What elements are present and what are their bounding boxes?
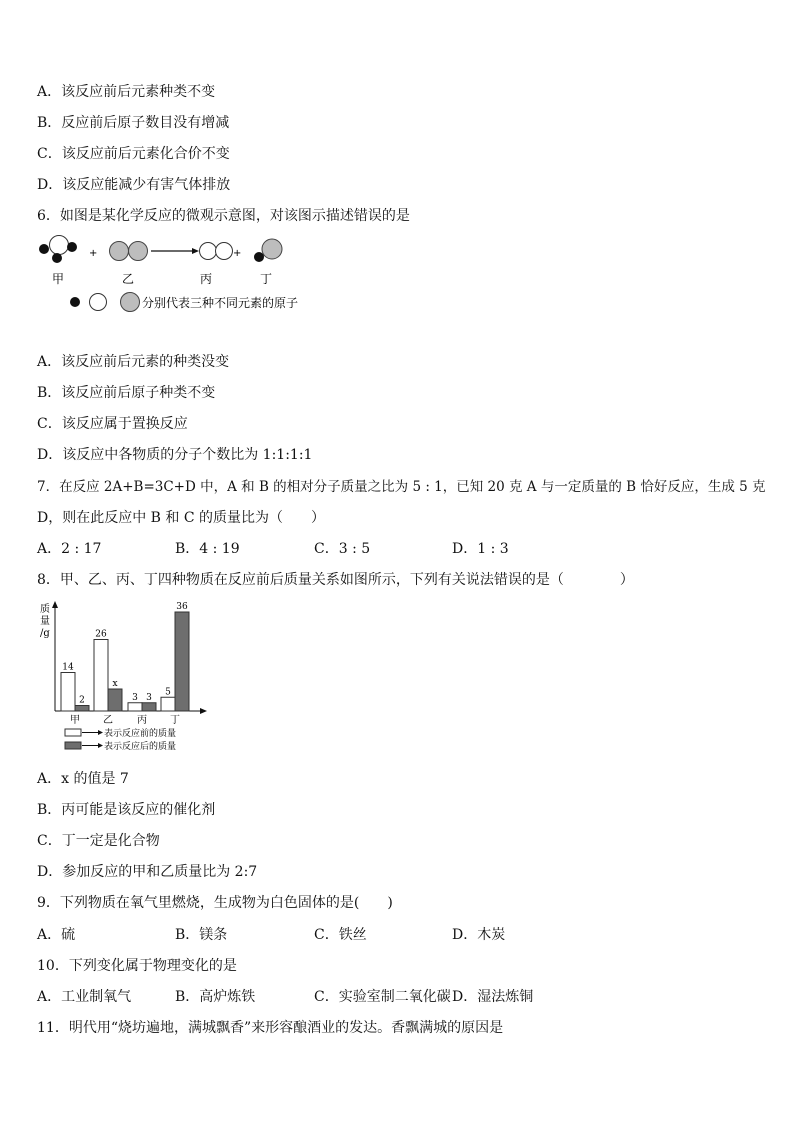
- data-label-after: 36: [176, 602, 188, 612]
- category-label: 甲: [70, 715, 80, 726]
- atom-gray: [262, 239, 282, 259]
- legend-swatch-before: [65, 729, 81, 736]
- molecule-bing: [200, 243, 233, 260]
- q9-option-d: D．木炭: [452, 927, 506, 943]
- q8-stem: 8．甲、乙、丙、丁四种物质在反应前后质量关系如图所示，下列有关说法错误的是（ ）: [37, 572, 634, 588]
- y-axis-label-part: /g: [40, 628, 50, 639]
- q9-option-b: B．镁条: [175, 927, 228, 943]
- q9-options: [37, 926, 757, 944]
- category-label: 丙: [137, 715, 147, 726]
- atom-white: [216, 243, 233, 260]
- x-axis-arrow: [200, 708, 207, 714]
- q10-option-b: B．高炉炼铁: [175, 989, 256, 1005]
- data-label-after: x: [112, 679, 118, 689]
- q6-reaction-diagram: [37, 232, 327, 317]
- legend-text: 分别代表三种不同元素的原子: [142, 296, 299, 310]
- legend-atom-white: [90, 294, 107, 311]
- q9-option-a: A．硫: [37, 927, 76, 943]
- q10-option-c: C．实验室制二氧化碳: [314, 989, 451, 1005]
- q6-stem: 6．如图是某化学反应的微观示意图，对该图示描述错误的是: [37, 208, 410, 224]
- legend-atom-black: [70, 297, 80, 307]
- q7-stem-line2: D，则在此反应中 B 和 C 的质量比为（ ）: [37, 510, 326, 526]
- y-axis-label-part: 量: [40, 616, 50, 627]
- bar-before: [161, 697, 175, 711]
- plus-sign: +: [89, 248, 98, 259]
- legend-atom-gray: [121, 293, 140, 312]
- q7-options: [37, 540, 757, 558]
- legend-arrow-after: [82, 743, 103, 748]
- data-label-after: 2: [79, 695, 85, 706]
- q6-option-a: A．该反应前后元素的种类没变: [37, 354, 230, 370]
- q7-option-a: A．2 : 17: [37, 541, 102, 557]
- q7-option-b: B．4 : 19: [175, 541, 240, 557]
- atom-white: [50, 236, 69, 255]
- atom-black: [254, 252, 264, 262]
- legend-swatch-after: [65, 742, 81, 749]
- legend-label-before: 表示反应前的质量: [104, 729, 177, 739]
- q7-stem-line1: 7．在反应 2A+B=3C+D 中，A 和 B 的相对分子质量之比为 5 : 1，已知 20 克 A 与一定质量的 B 恰好反应，生成 5 克: [37, 479, 766, 495]
- category-label: 乙: [103, 715, 113, 726]
- category-label: 丁: [170, 715, 180, 726]
- bar-after: [175, 612, 189, 711]
- molecule-jia: [39, 236, 77, 264]
- q8-option-c: C．丁一定是化合物: [37, 833, 160, 849]
- q8-option-b: B．丙可能是该反应的催化剂: [37, 802, 216, 818]
- q10-option-a: A．工业制氧气: [37, 989, 132, 1005]
- q8-mass-bar-chart: [37, 600, 212, 756]
- q5-option-d: D．该反应能减少有害气体排放: [37, 177, 231, 193]
- q9-stem: 9．下列物质在氧气里燃烧，生成物为白色固体的是( ): [37, 895, 393, 911]
- y-axis-arrow: [52, 601, 58, 608]
- q8-option-a: A．x 的值是 7: [37, 771, 129, 787]
- atom-gray: [129, 242, 148, 261]
- q5-option-a: A．该反应前后元素种类不变: [37, 84, 216, 100]
- q5-option-c: C．该反应前后元素化合价不变: [37, 146, 230, 162]
- atom-gray: [110, 242, 129, 261]
- q6-option-c: C．该反应属于置换反应: [37, 416, 188, 432]
- q10-stem: 10．下列变化属于物理变化的是: [37, 958, 237, 974]
- label-yi: 乙: [122, 272, 135, 286]
- label-ding: 丁: [260, 272, 273, 286]
- data-label-before: 5: [165, 687, 171, 698]
- q8-option-d: D．参加反应的甲和乙质量比为 2:7: [37, 864, 258, 880]
- q7-option-c: C．3 : 5: [314, 541, 371, 557]
- molecule-yi: [110, 242, 148, 261]
- bar-after: [108, 689, 122, 711]
- legend-label-after: 表示反应后的质量: [104, 742, 177, 752]
- y-axis-label: [40, 602, 50, 639]
- q6-option-d: D．该反应中各物质的分子个数比为 1:1:1:1: [37, 447, 313, 463]
- bar-after: [75, 706, 89, 712]
- q9-option-c: C．铁丝: [314, 927, 367, 943]
- atom-black: [67, 242, 77, 252]
- legend-arrow-before: [82, 730, 103, 735]
- data-label-before: 3: [132, 692, 138, 703]
- data-label-before: 26: [95, 629, 107, 640]
- q10-option-d: D．湿法炼铜: [452, 989, 534, 1005]
- q11-stem: 11．明代用“烧坊遍地，满城飘香”来形容酿酒业的发达。香飘满城的原因是: [37, 1020, 504, 1036]
- bar-after: [142, 703, 156, 711]
- q7-option-d: D．1 : 3: [452, 541, 509, 557]
- q6-option-b: B．该反应前后原子种类不变: [37, 385, 216, 401]
- bar-before: [128, 703, 142, 711]
- bar-before: [61, 673, 75, 712]
- label-bing: 丙: [200, 272, 213, 286]
- atom-black: [39, 244, 49, 254]
- bar-before: [94, 640, 108, 712]
- label-jia: 甲: [52, 272, 65, 286]
- plus-sign: +: [233, 248, 242, 259]
- reaction-arrow: [151, 248, 199, 254]
- molecule-ding: [254, 239, 282, 262]
- data-label-before: 14: [62, 662, 74, 673]
- q10-options: [37, 988, 757, 1006]
- data-label-after: 3: [146, 692, 152, 703]
- atom-white: [200, 243, 217, 260]
- q5-option-b: B．反应前后原子数目没有增减: [37, 115, 230, 131]
- atom-black: [52, 253, 62, 263]
- y-axis-label-part: 质: [40, 604, 50, 615]
